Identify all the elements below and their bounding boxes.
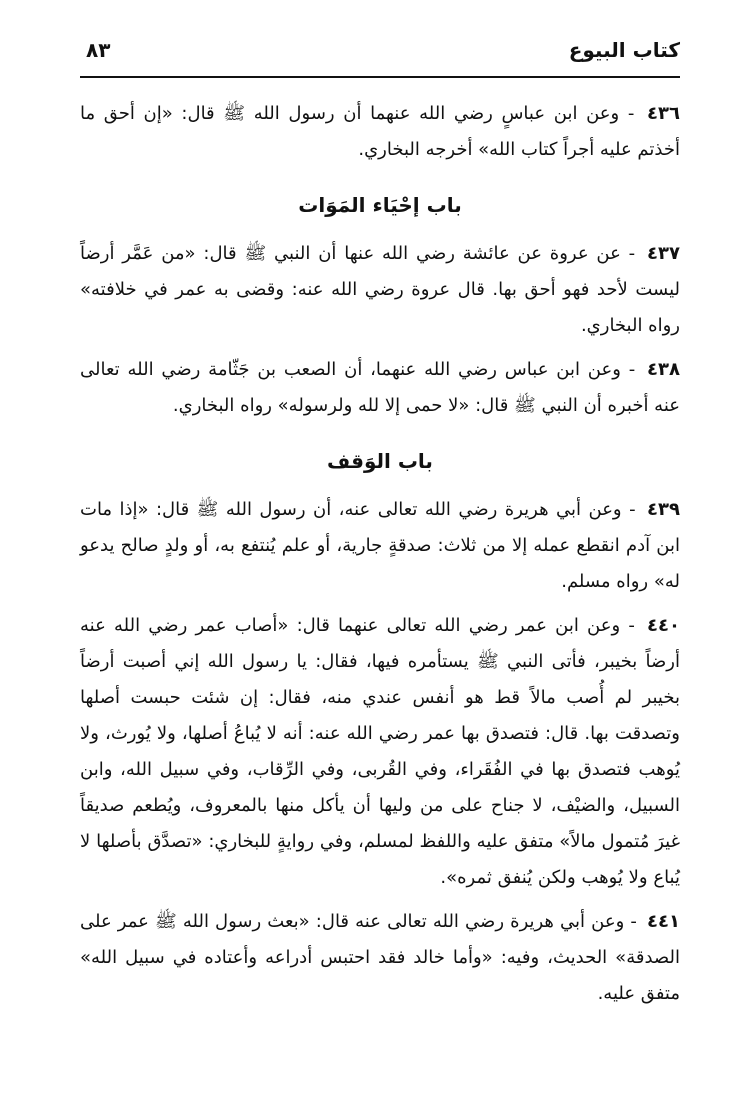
hadith-entry [80,236,680,344]
page-number: ٨٣ [86,38,111,62]
hadith-text: - وعن أبي هريرة رضي الله تعالى عنه قال: «بعث رسول الله ﷺ عمر على الصدقة» الحديث، وفيه: «وأما خالد فقد احتبس أدراعه وأعتاده في سبيل الله» متفق عليه. [80,911,680,1004]
header-divider [80,76,680,78]
section-heading: باب الوَقف [327,449,433,473]
hadith-text: - وعن ابن عباس رضي الله عنهما، أن الصعب بن جَثّامة رضي الله تعالى عنه أخبره أن النبي ﷺ قال: «لا حمى إلا لله ولرسوله» رواه البخاري. [80,359,680,416]
hadith-number: ٤٣٩ [647,499,680,520]
hadith-entry [80,492,680,600]
hadith-entry [80,608,680,896]
hadith-number: ٤٣٦ [647,103,680,124]
hadith-text: - عن عروة عن عائشة رضي الله عنها أن النبي ﷺ قال: «من عَمَّر أرضاً ليست لأحد فهو أحق بها. قال عروة رضي الله عنه: وقضى به عمر في خلافته» رواه البخاري. [80,243,680,336]
section-heading: باب إحْيَاء المَوَات [298,193,462,217]
hadith-text: - وعن أبي هريرة رضي الله تعالى عنه، أن رسول الله ﷺ قال: «إذا مات ابن آدم انقطع عمله إلا من ثلاث: صدقةٍ جارية، أو علم يُنتفع به، أو ولدٍ صالح يدعو له» رواه مسلم. [80,499,680,592]
hadith-text: - وعن ابن عمر رضي الله تعالى عنهما قال: «أصاب عمر رضي الله عنه أرضاً بخيبر، فأتى النبي ﷺ يستأمره فيها، فقال: يا رسول الله إني أصبت أرضاً بخيبر لم أُصب مالاً قط هو أنفس عندي منه، فقال: إن شئت حبست أصلها وتصدقت بها. قال: فتصدق بها عمر رضي الله عنه: أنه لا يُباعُ أصلها، ولا يُورث، ولا يُوهب فتصدق بها في الفُقَراء، وفي القُربى، وفي الرِّقاب، وفي سبيل الله، وابن السبيل، والضيْف، لا جناح على من وليها أن يأكل منها بالمعروف، ويُطعم صديقاً غيرَ مُتمول مالاً» متفق عليه واللفظ لمسلم، وفي روايةٍ للبخاري: «تصدَّق بأصلها لا يُباع ولا يُوهب ولكن يُنفق ثمره». [80,615,680,888]
hadith-entry [80,352,680,424]
hadith-entry [80,96,680,168]
hadith-entry [80,904,680,1012]
page-body [80,80,680,1012]
page-header [80,0,680,80]
hadith-text: - وعن ابن عباسٍ رضي الله عنهما أن رسول الله ﷺ قال: «إن أحق ما أخذتم عليه أجراً كتاب الله» أخرجه البخاري. [80,103,680,160]
hadith-number: ٤٣٧ [647,243,680,264]
hadith-number: ٤٣٨ [647,359,680,380]
hadith-number: ٤٤٠ [647,615,680,636]
running-title: كتاب البيوع [568,38,680,62]
hadith-number: ٤٤١ [647,911,680,932]
